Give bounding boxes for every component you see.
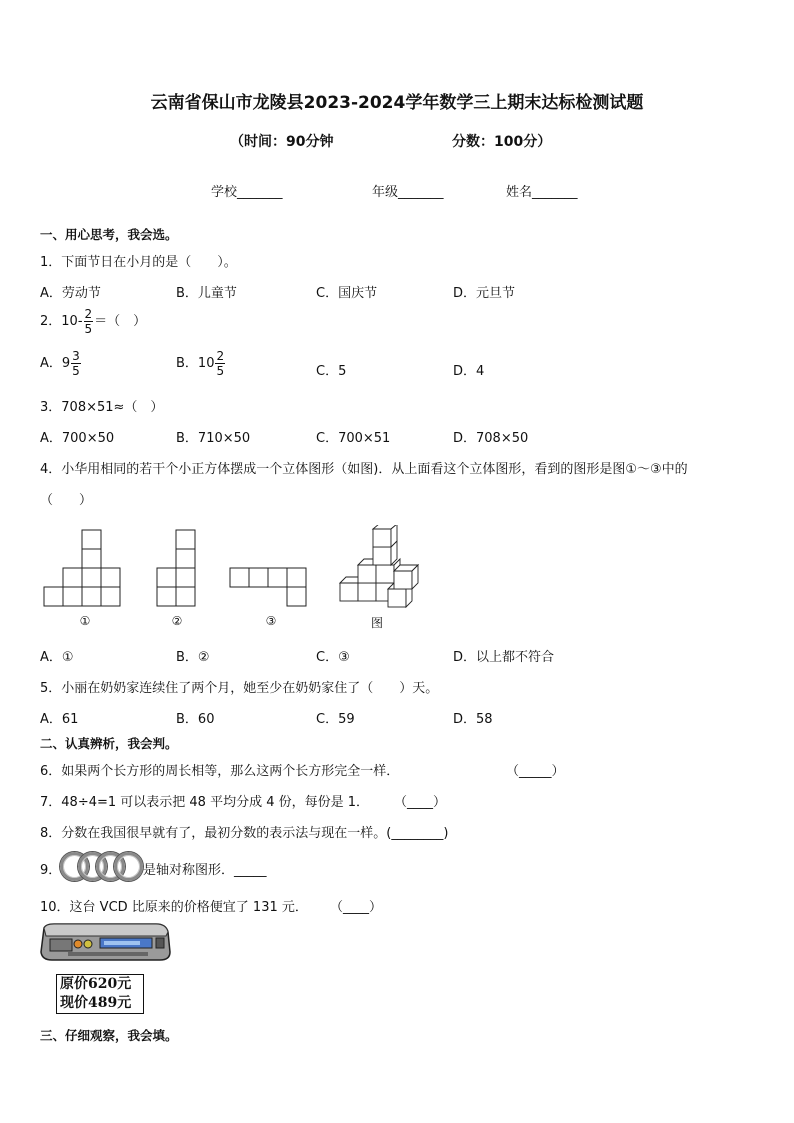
- question-3: 3．708×51≈（ ）: [40, 400, 164, 415]
- price-tag: [56, 974, 144, 1014]
- vcd-player-image: [38, 922, 172, 964]
- caption-2: ②: [171, 614, 183, 628]
- q3-option-b: B．710×50: [176, 431, 251, 446]
- section-2-heading: 二、认真辨析，我会判。: [40, 736, 178, 751]
- q2-option-a: A．9 $\frac{3}{5}$: [40, 349, 80, 378]
- q1-option-d: D．元旦节: [453, 286, 516, 301]
- section-3-heading: 三、仔细观察，我会填。: [40, 1028, 178, 1043]
- figure-1-top-view: [44, 530, 120, 606]
- section-1-heading: 一、用心思考，我会选。: [40, 227, 178, 242]
- question-9-number: 9．: [40, 863, 62, 878]
- original-price: 原价620元: [60, 976, 132, 992]
- q5-option-a: A．61: [40, 712, 79, 727]
- q1-option-b: B．儿童节: [176, 286, 237, 301]
- q4-option-a: A．①: [40, 650, 74, 665]
- question-9: 是轴对称图形．_____: [143, 863, 267, 878]
- exam-score: 分数：100分）: [452, 134, 552, 150]
- q4-figures: [0, 525, 794, 615]
- question-4: 4．小华用相同的若干个小正方体摆成一个立体图形（如图)．从上面看这个立体图形，看到的图形是图①～③中的: [40, 462, 688, 477]
- caption-1: ①: [79, 614, 91, 628]
- question-10-blank: （____）: [330, 900, 383, 915]
- q4-option-b: B．②: [176, 650, 210, 665]
- q5-option-d: D．58: [453, 712, 493, 727]
- q3-option-a: A．700×50: [40, 431, 115, 446]
- exam-time: （时间：90分钟: [230, 134, 334, 150]
- q3-option-d: D．708×50: [453, 431, 529, 446]
- q4-option-c: C．③: [316, 650, 350, 665]
- caption-3: ③: [265, 614, 277, 628]
- audi-rings-image: [60, 852, 142, 881]
- question-4-blank: （ ）: [40, 493, 93, 508]
- question-10: 10．这台 VCD 比原来的价格便宜了 131 元．: [40, 900, 308, 915]
- question-8: 8．分数在我国很早就有了，最初分数的表示法与现在一样。(________): [40, 826, 449, 841]
- question-1: 1．下面节日在小月的是（ ）。: [40, 255, 237, 270]
- page-title: 云南省保山市龙陵县2023-2024学年数学三上期末达标检测试题: [150, 93, 644, 113]
- q3-option-c: C．700×51: [316, 431, 391, 446]
- q4-option-d: D．以上都不符合: [453, 650, 555, 665]
- q5-option-b: B．60: [176, 712, 215, 727]
- question-7-blank: （____）: [394, 795, 447, 810]
- current-price: 现价489元: [60, 995, 132, 1011]
- figure-2-top-view: [157, 530, 195, 606]
- q1-option-c: C．国庆节: [316, 286, 378, 301]
- q5-option-c: C．59: [316, 712, 355, 727]
- q2-option-b: B．10 $\frac{2}{5}$: [176, 349, 225, 378]
- figure-3-top-view: [230, 568, 306, 606]
- question-6-blank: （_____）: [506, 764, 565, 779]
- q2-option-c: C．5: [316, 364, 347, 379]
- question-2: 2．10- $\frac{2}{5}$ ＝（ ）: [40, 307, 147, 336]
- question-5: 5．小丽在奶奶家连续住了两个月，她至少在奶奶家住了（ ）天。: [40, 681, 439, 696]
- question-7: 7．48÷4=1 可以表示把 48 平均分成 4 份，每份是 1．: [40, 795, 370, 810]
- name-field: 姓名_______: [506, 185, 578, 200]
- q1-option-a: A．劳动节: [40, 286, 101, 301]
- grade-field: 年级_______: [372, 185, 444, 200]
- question-6: 6．如果两个长方形的周长相等，那么这两个长方形完全一样．: [40, 764, 400, 779]
- fraction: $\frac{2}{5}$: [84, 307, 93, 336]
- caption-figure: 图: [370, 616, 383, 630]
- school-field: 学校_______: [211, 185, 283, 200]
- q2-option-d: D．4: [453, 364, 485, 379]
- figure-3d-cubes: [340, 525, 418, 607]
